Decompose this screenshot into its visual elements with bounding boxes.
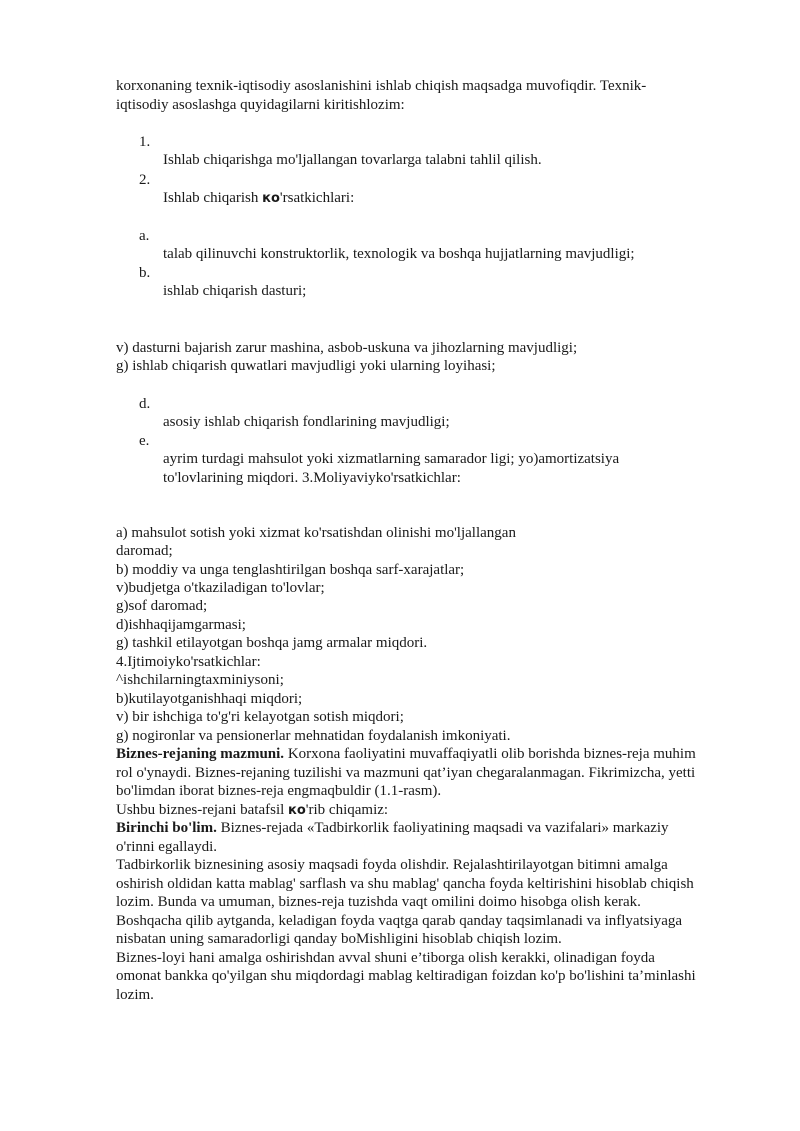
body-line-12: g) nogironlar va pensionerlar mehnatidan foydalanish imkoniyati. [116,728,511,744]
biznes-line-4-a: Ushbu biznes-rejani batafsil [116,802,289,818]
intro-line-1: korxonaning texnik-iqtisodiy asoslanishini ishlab chiqish maqsadga muvofiqdir. Texnik- [116,78,647,94]
biznes-line-4-b: 'rib chiqamiz: [305,802,389,818]
letter-item-d-text: asosiy ishlab chiqarish fondlarining mavjudligi; [163,414,450,430]
biznes-line-3: bo'limdan iborat biznes-reja engmaqbuldir (1.1-rasm). [116,783,442,799]
plain-item-g: g) ishlab chiqarish quwatlari mavjudligi yoki ularning loyihasi; [116,358,496,374]
closing-line-1: Tadbirkorlik biznesining asosiy maqsadi foyda olishdir. Rejalashtirilayotgan bitimni amalga [116,857,668,873]
birinchi-line-1 [116,819,669,837]
body-line-2: daromad; [116,543,173,559]
closing-line-8: lozim. [116,987,154,1003]
biznes-heading: Biznes-rejaning mazmuni. [116,746,285,762]
list-item-2-text-ko: ко [262,191,280,206]
letter-item-b-text: ishlab chiqarish dasturi; [163,283,307,299]
body-line-4: v)budjetga o'tkaziladigan to'lovlar; [116,580,325,596]
closing-line-6: Biznes-loyi hani amalga oshirishdan avval shuni e’tiborga olish kerakki, olinadigan foyda [116,950,655,966]
closing-line-2: oshirish oldidan katta mablag' sarflash va shu mablag' qancha foyda keltirishini hisoblab chiqish [116,876,694,892]
letter-marker-a: a. [139,228,150,244]
plain-item-v: v) dasturni bajarish zarur mashina, asbob-uskuna va jihozlarning mavjudligi; [116,340,578,356]
birinchi-line-2: o'rinni egallaydi. [116,839,218,855]
birinchi-line-1-rest: Biznes-rejada «Tadbirkorlik faoliyatining maqsadi va vazifalari» markaziy [216,820,669,836]
intro-line-2: iqtisodiy asoslashga quyidagilarni kiritishlozim: [116,97,405,113]
body-line-5: g)sof daromad; [116,598,208,614]
letter-marker-d: d. [139,396,151,412]
biznes-line-1 [116,745,696,763]
letter-marker-e: e. [139,433,150,449]
closing-line-4: Boshqacha qilib aytganda, keladigan foyda vaqtga qarab qanday taqsimlanadi va inflyatsiyaga [116,913,683,929]
body-line-11: v) bir ishchiga to'g'ri kelayotgan sotish miqdori; [116,709,404,725]
biznes-line-4-ko: ко [288,803,306,818]
letter-item-e-line-1: ayrim turdagi mahsulot yoki xizmatlarning samarador ligi; yo)amortizatsiya [163,451,620,467]
body-line-9: ^ishchilarningtaxminiysoni; [116,672,284,688]
list-item-2-text-a: Ishlab chiqarish [163,190,263,206]
list-item-2-text-b: 'rsatkichlari: [279,190,355,206]
body-line-3: b) moddiy va unga tenglashtirilgan boshqa sarf-xarajatlar; [116,562,465,578]
body-line-6: d)ishhaqijamgarmasi; [116,617,246,633]
body-line-1: a) mahsulot sotish yoki xizmat ko'rsatishdan olinishi mo'ljallangan [116,525,516,541]
list-marker-2: 2. [139,172,151,188]
body-line-7: g) tashkil etilayotgan boshqa jamg armalar miqdori. [116,635,428,651]
closing-line-3: lozim. Bunda va umuman, biznes-reja tuzishda vaqt omilini doimo hisobga olish kerak. [116,894,641,910]
body-line-10: b)kutilayotganishhaqi miqdori; [116,691,303,707]
list-marker-1: 1. [139,134,151,150]
list-item-1-text: Ishlab chiqarishga mo'ljallangan tovarlarga talabni tahlil qilish. [163,152,542,168]
letter-marker-b: b. [139,265,151,281]
letter-item-a-text: talab qilinuvchi konstruktorlik, texnologik va boshqa hujjatlarning mavjudligi; [163,246,635,262]
closing-line-5: nisbatan uning samaradorligi qanday boMishligini hisoblab chiqish lozim. [116,931,562,947]
body-line-8: 4.Ijtimoiyko'rsatkichlar: [116,654,261,670]
biznes-line-2: rol o'ynaydi. Biznes-rejaning tuzilishi va mazmuni qat’iyan chegaralanmagan. Fikrimizcha, yetti [116,765,696,781]
letter-item-e-line-2: to'lovlarining miqdori. 3.Moliyaviyko'rsatkichlar: [163,470,461,486]
birinchi-heading: Birinchi bo'lim. [116,820,217,836]
list-item-2-text [163,189,354,208]
biznes-line-4 [116,801,388,820]
closing-line-7: omonat bankka qo'yilgan shu miqdordagi mablag keltiradigan foizdan ko'p bo'lishini ta’minlashi [116,968,696,984]
biznes-line-1-rest: Korxona faoliyatini muvaffaqiyatli olib borishda biznes-reja muhim [284,746,696,762]
